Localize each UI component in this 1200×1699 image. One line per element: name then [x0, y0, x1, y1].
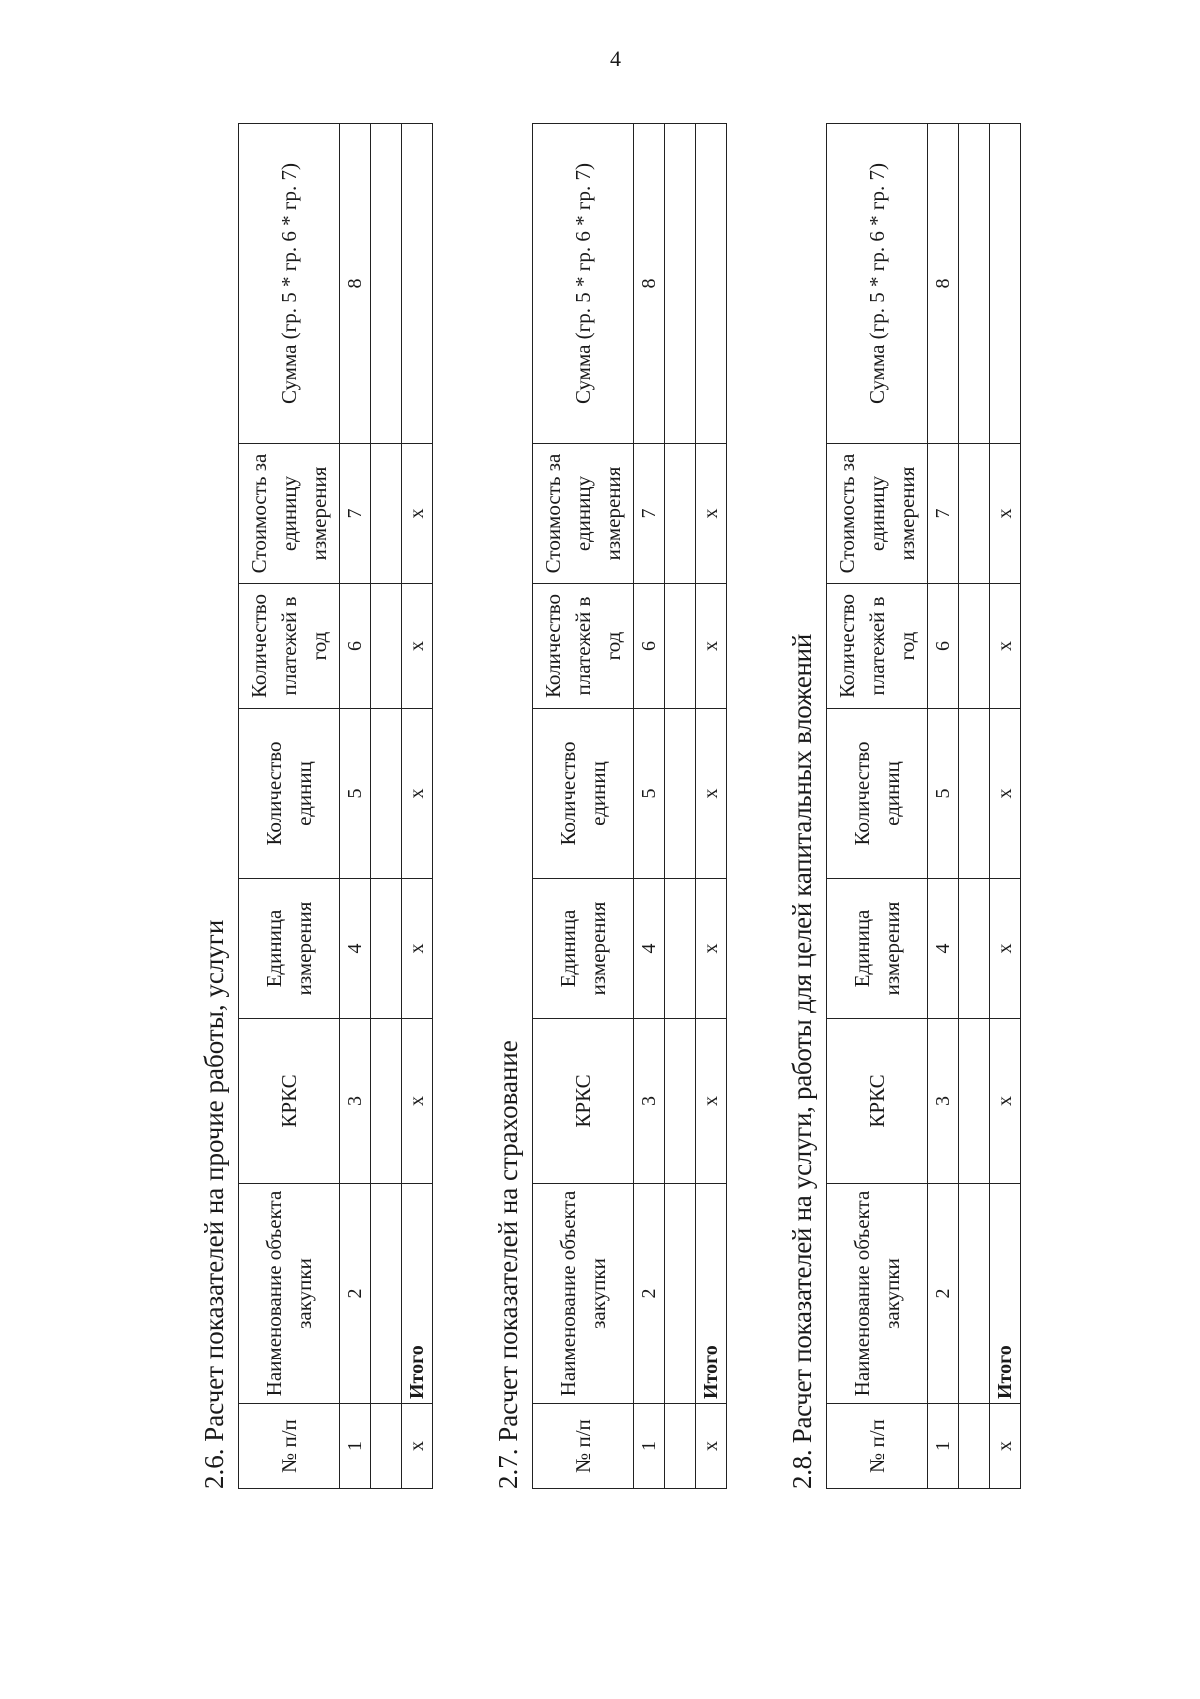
header-cell: КРКС — [827, 1019, 928, 1184]
empty-cell — [959, 584, 990, 709]
empty-cell — [371, 1184, 402, 1404]
empty-cell — [959, 879, 990, 1019]
total-cell: x — [990, 709, 1021, 879]
empty-cell — [665, 709, 696, 879]
header-cell: Количество платежей в год — [827, 584, 928, 709]
empty-row — [959, 124, 990, 1489]
total-cell: x — [696, 444, 727, 584]
section-title: 2.6. Расчет показателей на прочие работы, услуги — [199, 919, 229, 1489]
header-cell: Единица измерения — [827, 879, 928, 1019]
empty-cell — [371, 1019, 402, 1184]
empty-cell — [959, 1019, 990, 1184]
empty-cell — [665, 124, 696, 444]
empty-row — [665, 124, 696, 1489]
total-cell: x — [990, 1019, 1021, 1184]
calculation-table — [238, 123, 433, 1489]
header-cell: Единица измерения — [533, 879, 634, 1019]
header-cell: Сумма (гр. 5 * гр. 6 * гр. 7) — [827, 124, 928, 444]
column-number-cell: 6 — [634, 584, 665, 709]
total-row — [402, 124, 433, 1489]
calculation-table — [826, 123, 1021, 1489]
empty-cell — [665, 1404, 696, 1489]
page-number: 4 — [610, 46, 621, 71]
column-number-cell: 8 — [340, 124, 371, 444]
column-number-cell: 4 — [340, 879, 371, 1019]
total-cell: x — [402, 879, 433, 1019]
column-number-cell: 3 — [340, 1019, 371, 1184]
header-cell: Стоимость за единицу измерения — [533, 444, 634, 584]
empty-cell — [371, 879, 402, 1019]
header-cell: Единица измерения — [239, 879, 340, 1019]
column-number-cell: 6 — [340, 584, 371, 709]
total-cell: x — [696, 584, 727, 709]
section-2-6 — [190, 124, 433, 1489]
empty-cell — [665, 584, 696, 709]
column-number-cell: 1 — [340, 1404, 371, 1489]
header-cell: Стоимость за единицу измерения — [827, 444, 928, 584]
empty-cell — [665, 1019, 696, 1184]
header-cell: Наименование объекта закупки — [827, 1184, 928, 1404]
total-cell: x — [696, 709, 727, 879]
column-number-cell: 2 — [928, 1184, 959, 1404]
column-number-cell: 1 — [634, 1404, 665, 1489]
column-number-row — [928, 124, 959, 1489]
column-number-cell: 6 — [928, 584, 959, 709]
empty-cell — [959, 444, 990, 584]
empty-row — [371, 124, 402, 1489]
column-number-cell: 7 — [340, 444, 371, 584]
total-cell: x — [990, 1404, 1021, 1489]
column-number-cell: 3 — [928, 1019, 959, 1184]
total-label: Итого — [990, 1184, 1021, 1404]
column-number-cell: 5 — [928, 709, 959, 879]
column-number-cell: 8 — [634, 124, 665, 444]
total-cell — [990, 124, 1021, 444]
empty-cell — [665, 1184, 696, 1404]
header-cell: Сумма (гр. 5 * гр. 6 * гр. 7) — [533, 124, 634, 444]
header-row — [827, 124, 928, 1489]
section-title: 2.8. Расчет показателей на услуги, работы для целей капитальных вложений — [787, 634, 817, 1489]
section-2-8 — [778, 124, 1021, 1489]
total-cell: x — [990, 584, 1021, 709]
total-cell — [402, 124, 433, 444]
header-cell: Количество единиц — [533, 709, 634, 879]
total-cell: x — [696, 879, 727, 1019]
column-number-cell: 5 — [340, 709, 371, 879]
header-cell: Количество платежей в год — [533, 584, 634, 709]
header-row — [239, 124, 340, 1489]
section-title: 2.7. Расчет показателей на страхование — [493, 1040, 523, 1489]
total-cell: x — [696, 1019, 727, 1184]
empty-cell — [371, 444, 402, 584]
column-number-cell: 5 — [634, 709, 665, 879]
column-number-row — [340, 124, 371, 1489]
total-cell: x — [402, 584, 433, 709]
total-row — [696, 124, 727, 1489]
empty-cell — [959, 1184, 990, 1404]
column-number-cell: 1 — [928, 1404, 959, 1489]
column-number-cell: 2 — [634, 1184, 665, 1404]
column-number-cell: 4 — [634, 879, 665, 1019]
header-cell: Сумма (гр. 5 * гр. 6 * гр. 7) — [239, 124, 340, 444]
total-cell: x — [402, 1019, 433, 1184]
section-2-7 — [484, 124, 727, 1489]
total-cell: x — [402, 1404, 433, 1489]
total-cell: x — [990, 444, 1021, 584]
empty-cell — [371, 584, 402, 709]
header-cell: Наименование объекта закупки — [533, 1184, 634, 1404]
column-number-cell: 4 — [928, 879, 959, 1019]
total-row — [990, 124, 1021, 1489]
empty-cell — [371, 1404, 402, 1489]
empty-cell — [959, 709, 990, 879]
empty-cell — [371, 709, 402, 879]
total-cell — [696, 124, 727, 444]
header-cell: Количество единиц — [827, 709, 928, 879]
total-cell: x — [696, 1404, 727, 1489]
column-number-cell: 7 — [634, 444, 665, 584]
header-cell: № п/п — [827, 1404, 928, 1489]
empty-cell — [665, 444, 696, 584]
column-number-cell: 3 — [634, 1019, 665, 1184]
header-cell: Количество платежей в год — [239, 584, 340, 709]
total-cell: x — [402, 709, 433, 879]
header-cell: КРКС — [239, 1019, 340, 1184]
empty-cell — [959, 1404, 990, 1489]
calculation-table — [532, 123, 727, 1489]
empty-cell — [665, 879, 696, 1019]
column-number-row — [634, 124, 665, 1489]
header-cell: КРКС — [533, 1019, 634, 1184]
empty-cell — [959, 124, 990, 444]
total-cell: x — [402, 444, 433, 584]
empty-cell — [371, 124, 402, 444]
header-cell: № п/п — [239, 1404, 340, 1489]
column-number-cell: 2 — [340, 1184, 371, 1404]
total-cell: x — [990, 879, 1021, 1019]
column-number-cell: 7 — [928, 444, 959, 584]
header-cell: № п/п — [533, 1404, 634, 1489]
header-cell: Наименование объекта закупки — [239, 1184, 340, 1404]
header-cell: Стоимость за единицу измерения — [239, 444, 340, 584]
column-number-cell: 8 — [928, 124, 959, 444]
header-cell: Количество единиц — [239, 709, 340, 879]
total-label: Итого — [696, 1184, 727, 1404]
total-label: Итого — [402, 1184, 433, 1404]
header-row — [533, 124, 634, 1489]
